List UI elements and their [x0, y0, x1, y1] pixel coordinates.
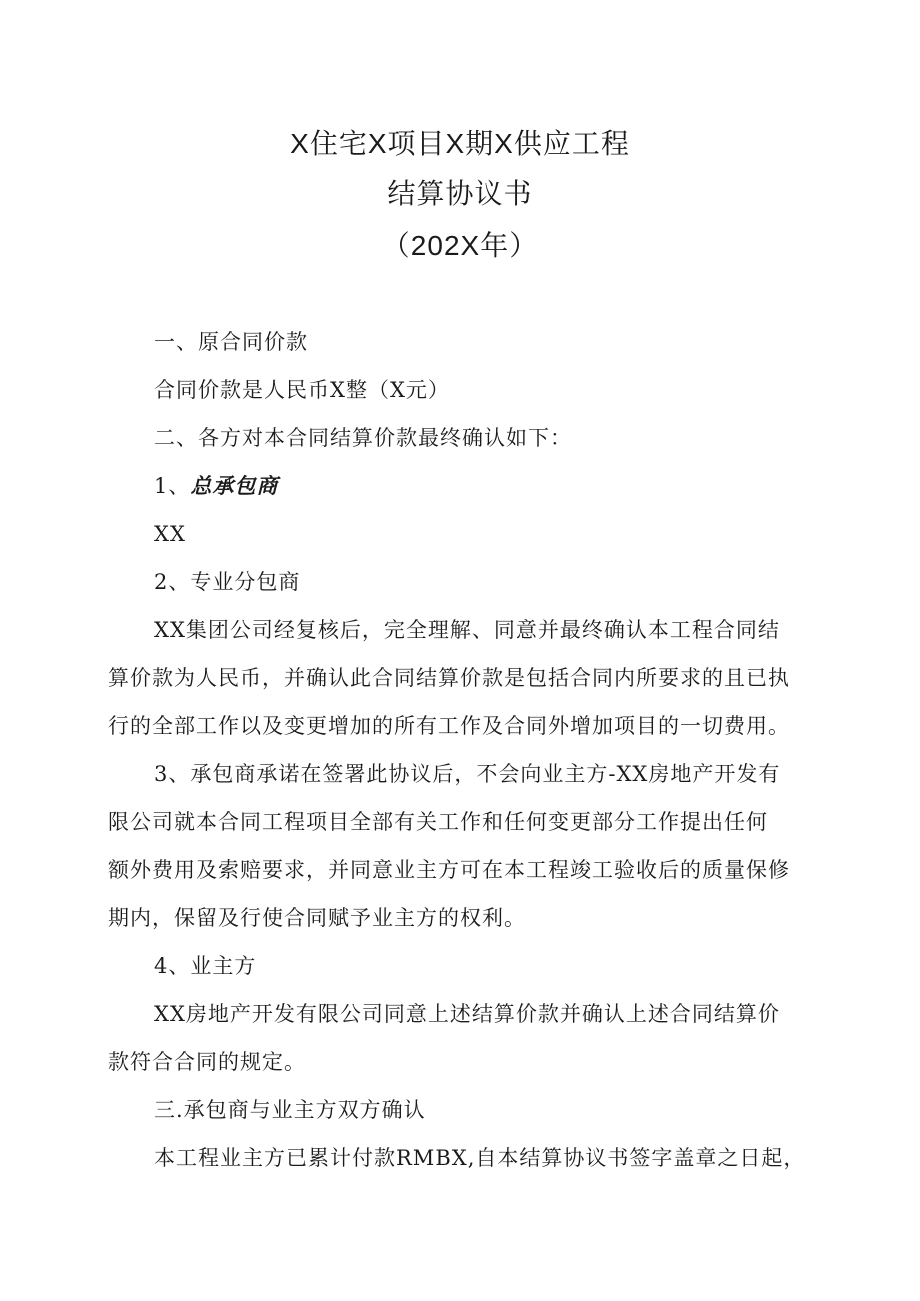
item-3-paragraph-line-1: 3、承包商承诺在签署此协议后，不会向业主方-XX房地产开发有 — [154, 762, 781, 786]
document-title-line-3: （202X年） — [381, 230, 539, 261]
section-1-heading: 一、原合同价款 — [154, 330, 308, 354]
item-4-heading: 4、业主方 — [154, 954, 257, 978]
item-4-paragraph-line-1: XX房地产开发有限公司同意上述结算价款并确认上述合同结算价 — [154, 1002, 780, 1026]
item-3-paragraph-line-2: 限公司就本合同工程项目全部有关工作和任何变更部分工作提出任何 — [108, 810, 768, 834]
item-1-label: 总承包商 — [190, 473, 279, 498]
section-1-text: 合同价款是人民币X整（X元） — [154, 378, 450, 402]
item-1-number: 1、 — [154, 474, 191, 498]
section-3-paragraph-line-1: 本工程业主方已累计付款RMBX,自本结算协议书签字盖章之日起， — [154, 1146, 806, 1170]
item-1-value: XX — [154, 522, 186, 546]
document-body — [108, 318, 838, 1182]
section-3-heading: 三.承包商与业主方双方确认 — [154, 1098, 426, 1122]
item-2-heading: 2、专业分包商 — [154, 570, 301, 594]
document-title-line-1: X住宅X项目X期X供应工程 — [290, 128, 630, 159]
item-2-paragraph-line-2: 算价款为人民币，并确认此合同结算价款是包括合同内所要求的且已执 — [108, 666, 790, 690]
section-2-heading: 二、各方对本合同结算价款最终确认如下： — [154, 426, 572, 450]
document-title-line-2: 结算协议书 — [387, 178, 533, 209]
item-3-paragraph-line-3: 额外费用及索赔要求，并同意业主方可在本工程竣工验收后的质量保修 — [108, 858, 790, 882]
item-1-heading — [108, 462, 838, 510]
item-4-paragraph-line-2: 款符合合同的规定。 — [108, 1050, 306, 1074]
item-2-paragraph-line-3: 行的全部工作以及变更增加的所有工作及合同外增加项目的一切费用。 — [108, 714, 790, 738]
item-2-paragraph-line-1: XX集团公司经复核后，完全理解、同意并最终确认本工程合同结 — [154, 618, 780, 642]
item-3-paragraph-line-4: 期内，保留及行使合同赋予业主方的权利。 — [108, 906, 526, 930]
